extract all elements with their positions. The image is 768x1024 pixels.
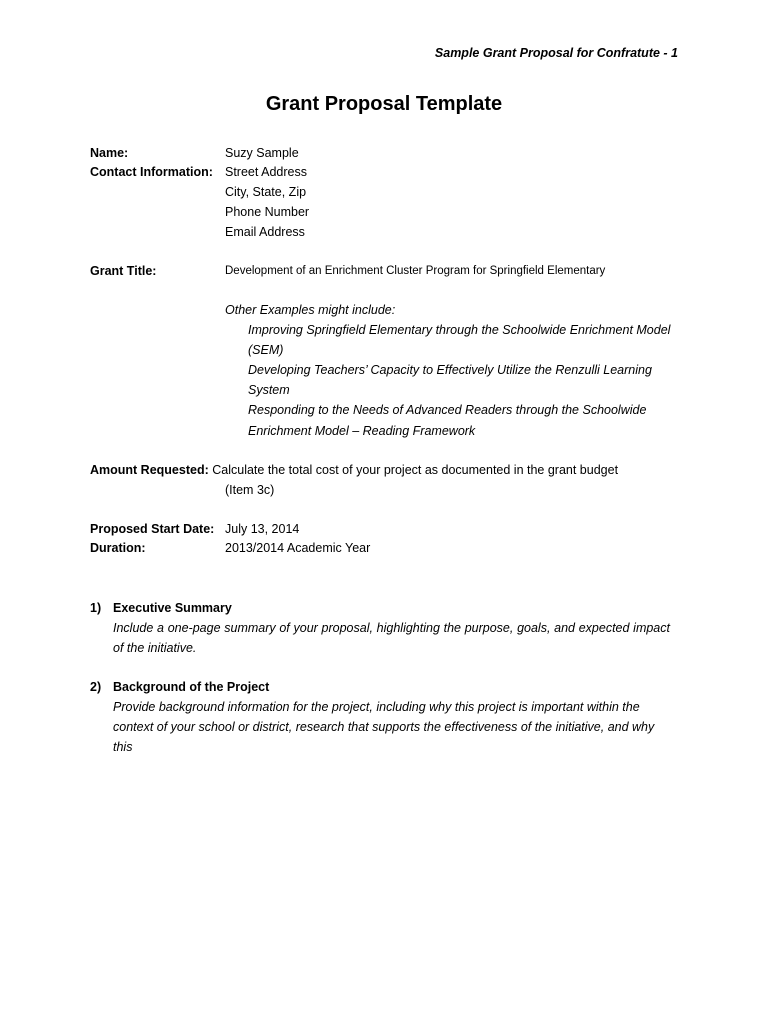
example-line: Developing Teachers’ Capacity to Effectively Utilize the Renzulli Learning bbox=[248, 363, 652, 377]
example-line: Enrichment Model – Reading Framework bbox=[248, 424, 476, 438]
section-body-line: Provide background information for the project, including why this project is important within the bbox=[113, 700, 640, 714]
grant-title-value: Development of an Enrichment Cluster Program for Springfield Elementary bbox=[225, 265, 606, 277]
amount-value-cont: (Item 3c) bbox=[225, 483, 275, 497]
section-title: Executive Summary bbox=[113, 601, 232, 615]
example-line: Responding to the Needs of Advanced Readers through the Schoolwide bbox=[248, 403, 647, 417]
contact-email: Email Address bbox=[225, 225, 305, 239]
section-body bbox=[113, 697, 693, 757]
section-number: 2) bbox=[90, 680, 102, 694]
amount-value: Calculate the total cost of your project as documented in the grant budget bbox=[212, 463, 619, 477]
other-examples-intro: Other Examples might include: bbox=[225, 303, 396, 317]
duration-value: 2013/2014 Academic Year bbox=[225, 541, 371, 555]
section-body-line: this bbox=[113, 740, 133, 754]
section-title: Background of the Project bbox=[113, 680, 270, 694]
duration-label: Duration: bbox=[90, 541, 146, 555]
running-header: Sample Grant Proposal for Confratute - 1 bbox=[434, 46, 678, 60]
amount-row bbox=[90, 463, 618, 477]
example-line: Improving Springfield Elementary through the Schoolwide Enrichment Model bbox=[248, 323, 671, 337]
section-body-line: context of your school or district, research that supports the effectiveness of the initiative, and why bbox=[113, 720, 655, 734]
name-label: Name: bbox=[90, 146, 129, 160]
example-line: (SEM) bbox=[248, 343, 284, 357]
name-value: Suzy Sample bbox=[225, 146, 299, 160]
contact-city: City, State, Zip bbox=[225, 185, 307, 199]
contact-label: Contact Information: bbox=[90, 165, 213, 179]
example-line: System bbox=[248, 383, 290, 397]
section-body: Include a one-page summary of your proposal, highlighting the purpose, goals, and expected impact of the initiative. bbox=[113, 621, 670, 655]
contact-phone: Phone Number bbox=[225, 205, 310, 219]
amount-label: Amount Requested: bbox=[90, 463, 209, 477]
start-date-value: July 13, 2014 bbox=[225, 522, 300, 536]
grant-title-label: Grant Title: bbox=[90, 264, 157, 278]
section-number: 1) bbox=[90, 601, 102, 615]
contact-street: Street Address bbox=[225, 165, 307, 179]
document-title: Grant Proposal Template bbox=[265, 93, 503, 115]
start-date-label: Proposed Start Date: bbox=[90, 522, 215, 536]
